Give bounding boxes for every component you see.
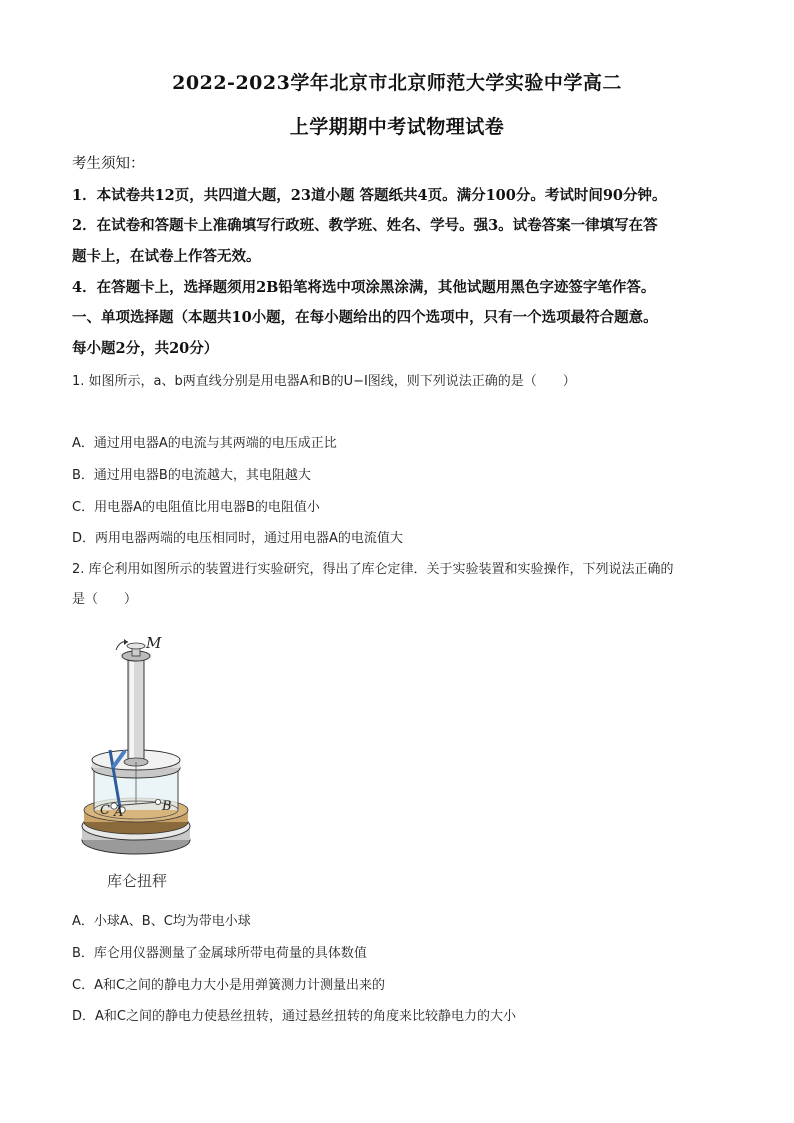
notice-item-2-cont: 题卡上，在试卷上作答无效。 <box>72 248 261 265</box>
notice-heading: 考生须知： <box>72 156 145 172</box>
notice-item-2: 2．在试卷和答题卡上准确填写行政班、教学班、姓名、学号。强3。试卷答案一律填写在答 <box>72 217 658 234</box>
notice-item-1: 1．本试卷共12页，共四道大题，23道小题 答题纸共4页。满分100分。考试时间90分钟。 <box>72 187 667 204</box>
figure-caption: 库仑扭秤 <box>106 872 167 890</box>
question-1-option-c: C．用电器A的电阻值比用电器B的电阻值小 <box>72 500 320 515</box>
question-1-option-b: B．通过用电器B的电流越大，其电阻越大 <box>72 468 311 483</box>
page-title-line2: 上学期期中考试物理试卷 <box>289 116 505 138</box>
question-2-option-d: D．A和C之间的静电力使悬丝扭转，通过悬丝扭转的角度来比较静电力的大小 <box>72 1009 516 1024</box>
label-b: B <box>162 799 172 814</box>
section-heading: 一、单项选择题（本题共10小题，在每小题给出的四个选项中，只有一个选项最符合题意。 <box>72 309 658 326</box>
question-1-option-d: D．两用电器两端的电压相同时，通过用电器A的电流值大 <box>72 531 403 546</box>
question-2-option-a: A．小球A、B、C均为带电小球 <box>72 914 251 929</box>
question-2-option-b: B．库仑用仪器测量了金属球所带电荷量的具体数值 <box>72 946 367 961</box>
question-1-stem: 1. 如图所示，a、b两直线分别是用电器A和B的U−I图线，则下列说法正确的是（ ） <box>72 374 576 389</box>
torsion-balance-figure <box>72 630 202 895</box>
label-m: M <box>146 634 162 652</box>
question-2-stem: 2. 库仑利用如图所示的装置进行实验研究，得出了库仑定律．关于实验装置和实验操作，下列说法正确的 <box>72 562 674 577</box>
question-1-option-a: A．通过用电器A的电流与其两端的电压成正比 <box>72 436 337 451</box>
section-heading-cont: 每小题2分，共20分） <box>72 340 219 357</box>
torsion-balance-drawing <box>72 630 202 870</box>
notice-item-4: 4．在答题卡上，选择题须用2B铅笔将选中项涂黑涂满，其他试题用黑色字迹签字笔作答。 <box>72 279 656 296</box>
page-title-line1: 2022-2023学年北京市北京师范大学实验中学高二 <box>172 72 622 94</box>
question-2-option-c: C．A和C之间的静电力大小是用弹簧测力计测量出来的 <box>72 978 386 993</box>
label-a: A <box>114 805 124 820</box>
question-2-stem-cont: 是（ ） <box>72 592 138 607</box>
label-c: C <box>100 803 110 818</box>
